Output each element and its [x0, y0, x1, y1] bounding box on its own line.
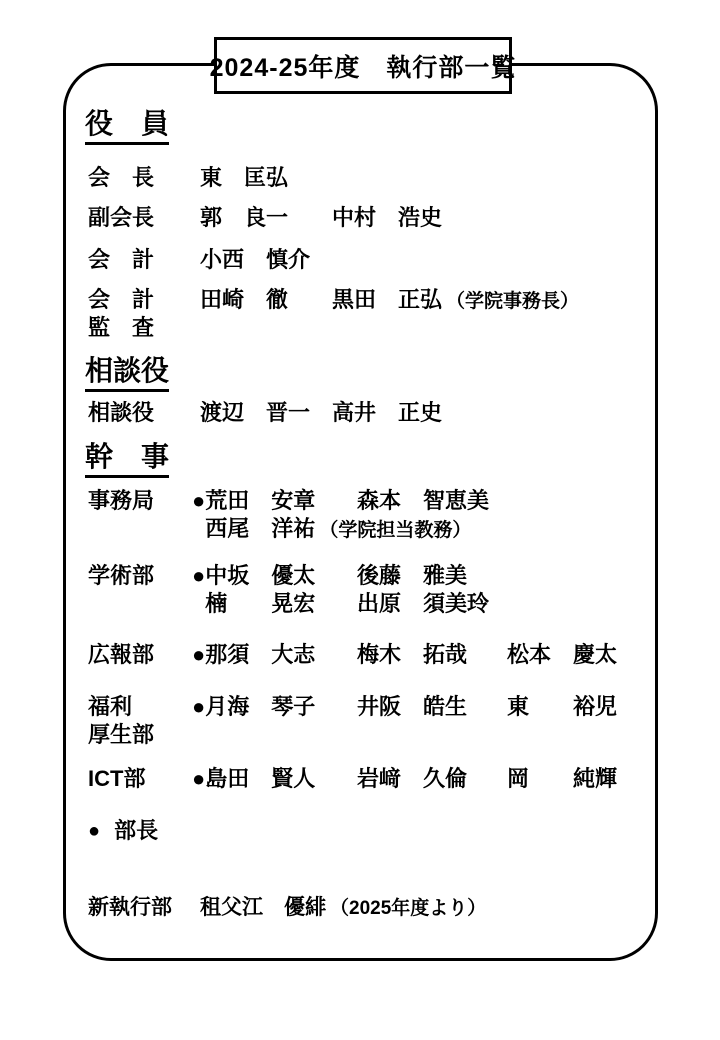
member-note: （2025年度より）	[330, 898, 487, 919]
member-row-koho	[88, 641, 617, 669]
member-name: 郭 良一	[200, 205, 289, 230]
member-name: ●中坂 優太	[192, 563, 316, 588]
member-name: 後藤 雅美	[357, 563, 468, 588]
section-heading-advisors: 相談役	[85, 355, 169, 392]
role-label: 会 長	[88, 165, 155, 190]
page-title: 2024-25年度 執行部一覧	[209, 53, 517, 82]
member-name: 田崎 徹	[200, 287, 289, 312]
section-heading-staff: 幹 事	[85, 441, 169, 478]
member-name: 井阪 皓生	[357, 694, 468, 719]
role-label: 会 計	[88, 247, 155, 272]
member-row-fukuri-kosei	[88, 693, 617, 749]
member-name: 楠 晃宏	[205, 591, 316, 616]
member-name: 渡辺 晋一	[200, 400, 311, 425]
new-board-row	[88, 894, 486, 923]
member-name: 岩﨑 久倫	[357, 766, 468, 791]
member-name: 出原 須美玲	[357, 591, 490, 616]
member-name: 租父江 優緋 （2025年度より）	[200, 896, 487, 919]
role-label: 福利 厚生部	[88, 694, 155, 747]
member-row-sodanyaku	[88, 399, 482, 427]
member-row-kaikei-kansa	[88, 286, 579, 342]
member-name: 小西 慎介	[200, 247, 311, 272]
role-label: 会 計 監 査	[88, 287, 155, 340]
member-row-ict	[88, 765, 617, 793]
member-name: 中村 浩史	[332, 205, 443, 230]
member-note: （学院担当教務）	[319, 520, 472, 541]
member-name: 東 裕児	[507, 694, 618, 719]
member-name: ●島田 賢人	[192, 766, 316, 791]
member-name: 西尾 洋祐 （学院担当教務）	[205, 516, 472, 541]
member-row-kaikei	[88, 246, 332, 274]
member-row-kaicho	[88, 164, 332, 192]
member-name: ●荒田 安章	[192, 488, 316, 513]
member-name: 東 匡弘	[200, 165, 289, 190]
member-name: 岡 純輝	[507, 766, 618, 791]
member-row-fukukaicho	[88, 204, 482, 232]
member-row-jimukyoku	[88, 487, 507, 545]
role-label: 相談役	[88, 400, 155, 425]
member-name: 森本 智恵美	[357, 488, 490, 513]
title-box	[209, 37, 517, 94]
leader-dot-icon: ●	[88, 820, 101, 842]
section-heading-officers: 役 員	[85, 108, 169, 145]
member-name: 梅木 拓哉	[357, 642, 468, 667]
role-label: 広報部	[88, 642, 155, 667]
role-label: 事務局	[88, 488, 155, 513]
role-label: 学術部	[88, 563, 155, 588]
legend-label: 部長	[114, 818, 159, 843]
role-label: 副会長	[88, 205, 155, 230]
role-label: ICT部	[88, 766, 146, 791]
member-name: 高井 正史	[332, 400, 443, 425]
role-label: 新執行部	[88, 896, 172, 919]
member-name: 黒田 正弘 （学院事務長）	[332, 287, 580, 312]
member-row-gakujutsu	[88, 562, 507, 618]
member-note: （学院事務長）	[446, 291, 580, 312]
member-name: ●那須 大志	[192, 642, 316, 667]
member-name: ●月海 琴子	[192, 694, 316, 719]
legend-row	[88, 817, 158, 845]
member-name: 松本 慶太	[507, 642, 618, 667]
